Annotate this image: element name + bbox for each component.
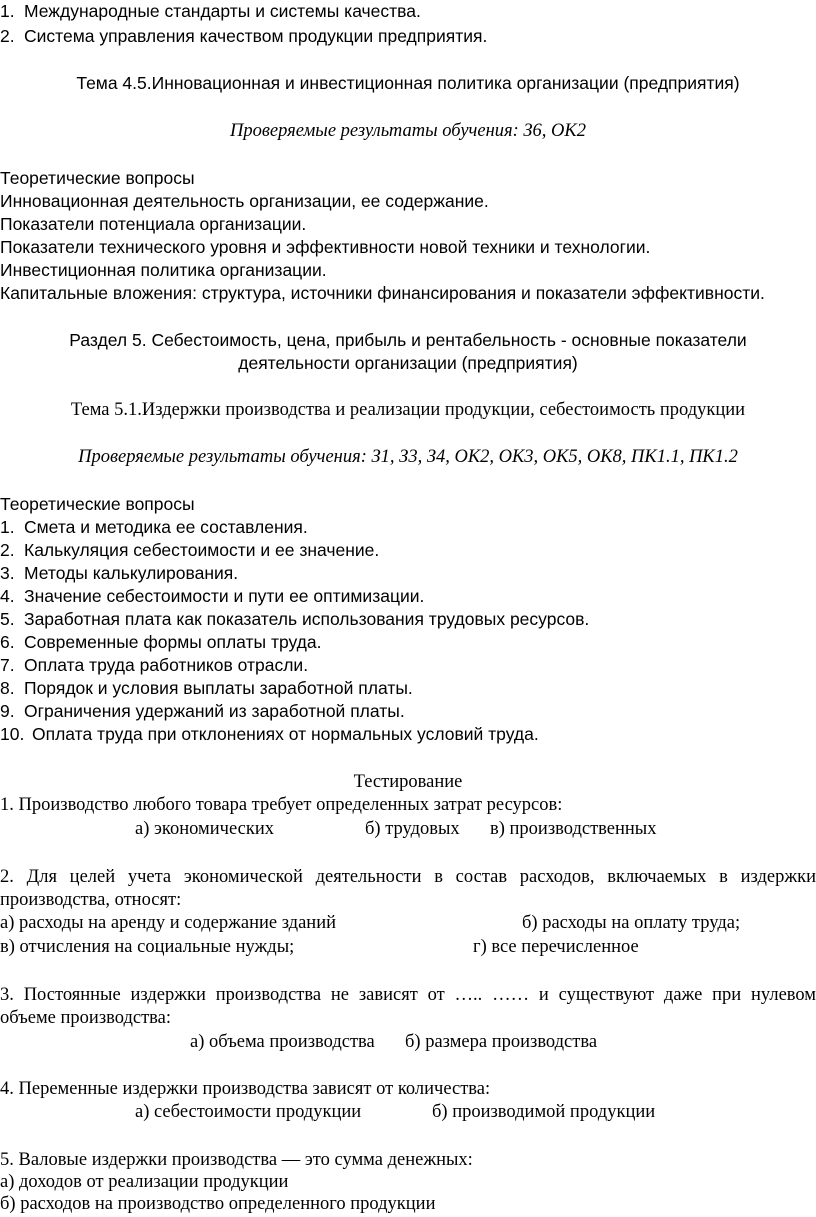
list-item bbox=[0, 631, 321, 654]
topic-title: Тема 4.5.Инновационная и инвестиционная политика организации (предприятия) bbox=[76, 73, 740, 93]
learning-results: Проверяемые результаты обучения: З6, ОК2 bbox=[230, 121, 586, 141]
list-number: 3. bbox=[0, 563, 15, 583]
questions-heading: Теоретические вопросы bbox=[0, 494, 195, 514]
list-text: Калькуляция себестоимости и ее значение. bbox=[24, 540, 380, 560]
answer-option: а) расходы на аренду и содержание зданий bbox=[0, 913, 337, 933]
learning-results: Проверяемые результаты обучения: З1, З3, З4, ОК2, ОК3, ОК5, ОК8, ПК1.1, ПК1.2 bbox=[78, 447, 738, 467]
list-number: 10. bbox=[0, 724, 25, 744]
list-text: Методы калькулирования. bbox=[24, 563, 239, 583]
list-item bbox=[0, 562, 238, 585]
list-text: Современные формы оплаты труда. bbox=[24, 632, 322, 652]
list-text: Значение себестоимости и пути ее оптимизации. bbox=[24, 586, 425, 606]
answer-option: а) объема производства bbox=[190, 1032, 375, 1052]
list-text: Ограничения удержаний из заработной платы. bbox=[24, 701, 405, 721]
answer-option: в) отчисления на социальные нужды; bbox=[0, 937, 295, 957]
list-item bbox=[0, 585, 424, 608]
list-item bbox=[0, 677, 413, 700]
answer-option: а) доходов от реализации продукции bbox=[0, 1172, 289, 1192]
list-item bbox=[0, 516, 308, 539]
answer-option: б) расходов на производство определенного продукции bbox=[0, 1194, 436, 1214]
list-text: Система управления качеством продукции предприятия. bbox=[24, 26, 488, 46]
topic-title: Тема 5.1.Издержки производства и реализации продукции, себестоимость продукции bbox=[70, 400, 746, 420]
list-item bbox=[0, 654, 308, 677]
answer-option: б) размера производства bbox=[405, 1032, 598, 1052]
list-item bbox=[0, 700, 405, 723]
question-item: Инвестиционная политика организации. bbox=[0, 260, 327, 280]
list-number: 6. bbox=[0, 632, 15, 652]
list-item bbox=[0, 608, 589, 631]
answer-option: б) расходы на оплату труда; bbox=[522, 913, 741, 933]
test-question: производства, относят: bbox=[0, 890, 182, 910]
list-item bbox=[0, 25, 487, 48]
list-text: Заработная плата как показатель использования трудовых ресурсов. bbox=[24, 609, 590, 629]
list-item bbox=[0, 723, 539, 746]
list-number: 1. bbox=[0, 517, 15, 537]
list-item bbox=[0, 539, 379, 562]
answer-option: г) все перечисленное bbox=[473, 937, 639, 957]
question-item: Показатели технического уровня и эффективности новой техники и технологии. bbox=[0, 237, 651, 257]
list-item bbox=[0, 0, 421, 23]
testing-heading: Тестирование bbox=[353, 772, 463, 792]
question-item: Показатели потенциала организации. bbox=[0, 214, 307, 234]
list-number: 9. bbox=[0, 701, 15, 721]
list-text: Смета и методика ее составления. bbox=[24, 517, 308, 537]
list-number: 5. bbox=[0, 609, 15, 629]
list-number: 1. bbox=[0, 1, 15, 21]
list-text: Оплата труда работников отрасли. bbox=[24, 655, 309, 675]
list-text: Международные стандарты и системы качества. bbox=[24, 1, 421, 21]
list-number: 4. bbox=[0, 586, 15, 606]
list-text: Оплата труда при отклонениях от нормальных условий труда. bbox=[32, 724, 539, 744]
test-question: 2. Для целей учета экономической деятельности в состав расходов, включаемых в издержки bbox=[0, 867, 816, 887]
list-number: 7. bbox=[0, 655, 15, 675]
section-title: деятельности организации (предприятия) bbox=[238, 353, 578, 373]
list-number: 2. bbox=[0, 26, 15, 46]
list-text: Порядок и условия выплаты заработной платы. bbox=[24, 678, 413, 698]
test-question: 3. Постоянные издержки производства не зависят от ….. …… и существуют даже при нулевом bbox=[0, 985, 816, 1005]
test-question: объеме производства: bbox=[0, 1008, 172, 1028]
answer-option: в) производственных bbox=[490, 819, 657, 839]
list-number: 2. bbox=[0, 540, 15, 560]
section-title: Раздел 5. Себестоимость, цена, прибыль и рентабельность - основные показатели bbox=[69, 330, 747, 350]
answer-option: а) себестоимости продукции bbox=[135, 1102, 362, 1122]
test-question: 1. Производство любого товара требует определенных затрат ресурсов: bbox=[0, 795, 563, 815]
test-question: 5. Валовые издержки производства — это сумма денежных: bbox=[0, 1150, 473, 1170]
test-question: 4. Переменные издержки производства зависят от количества: bbox=[0, 1079, 491, 1099]
answer-option: б) трудовых bbox=[365, 819, 460, 839]
answer-option: б) производимой продукции bbox=[432, 1102, 656, 1122]
list-number: 8. bbox=[0, 678, 15, 698]
answer-option: а) экономических bbox=[135, 819, 274, 839]
questions-heading: Теоретические вопросы bbox=[0, 168, 195, 188]
question-item: Инновационная деятельность организации, ее содержание. bbox=[0, 191, 489, 211]
question-item: Капитальные вложения: структура, источники финансирования и показатели эффективности. bbox=[0, 283, 765, 303]
